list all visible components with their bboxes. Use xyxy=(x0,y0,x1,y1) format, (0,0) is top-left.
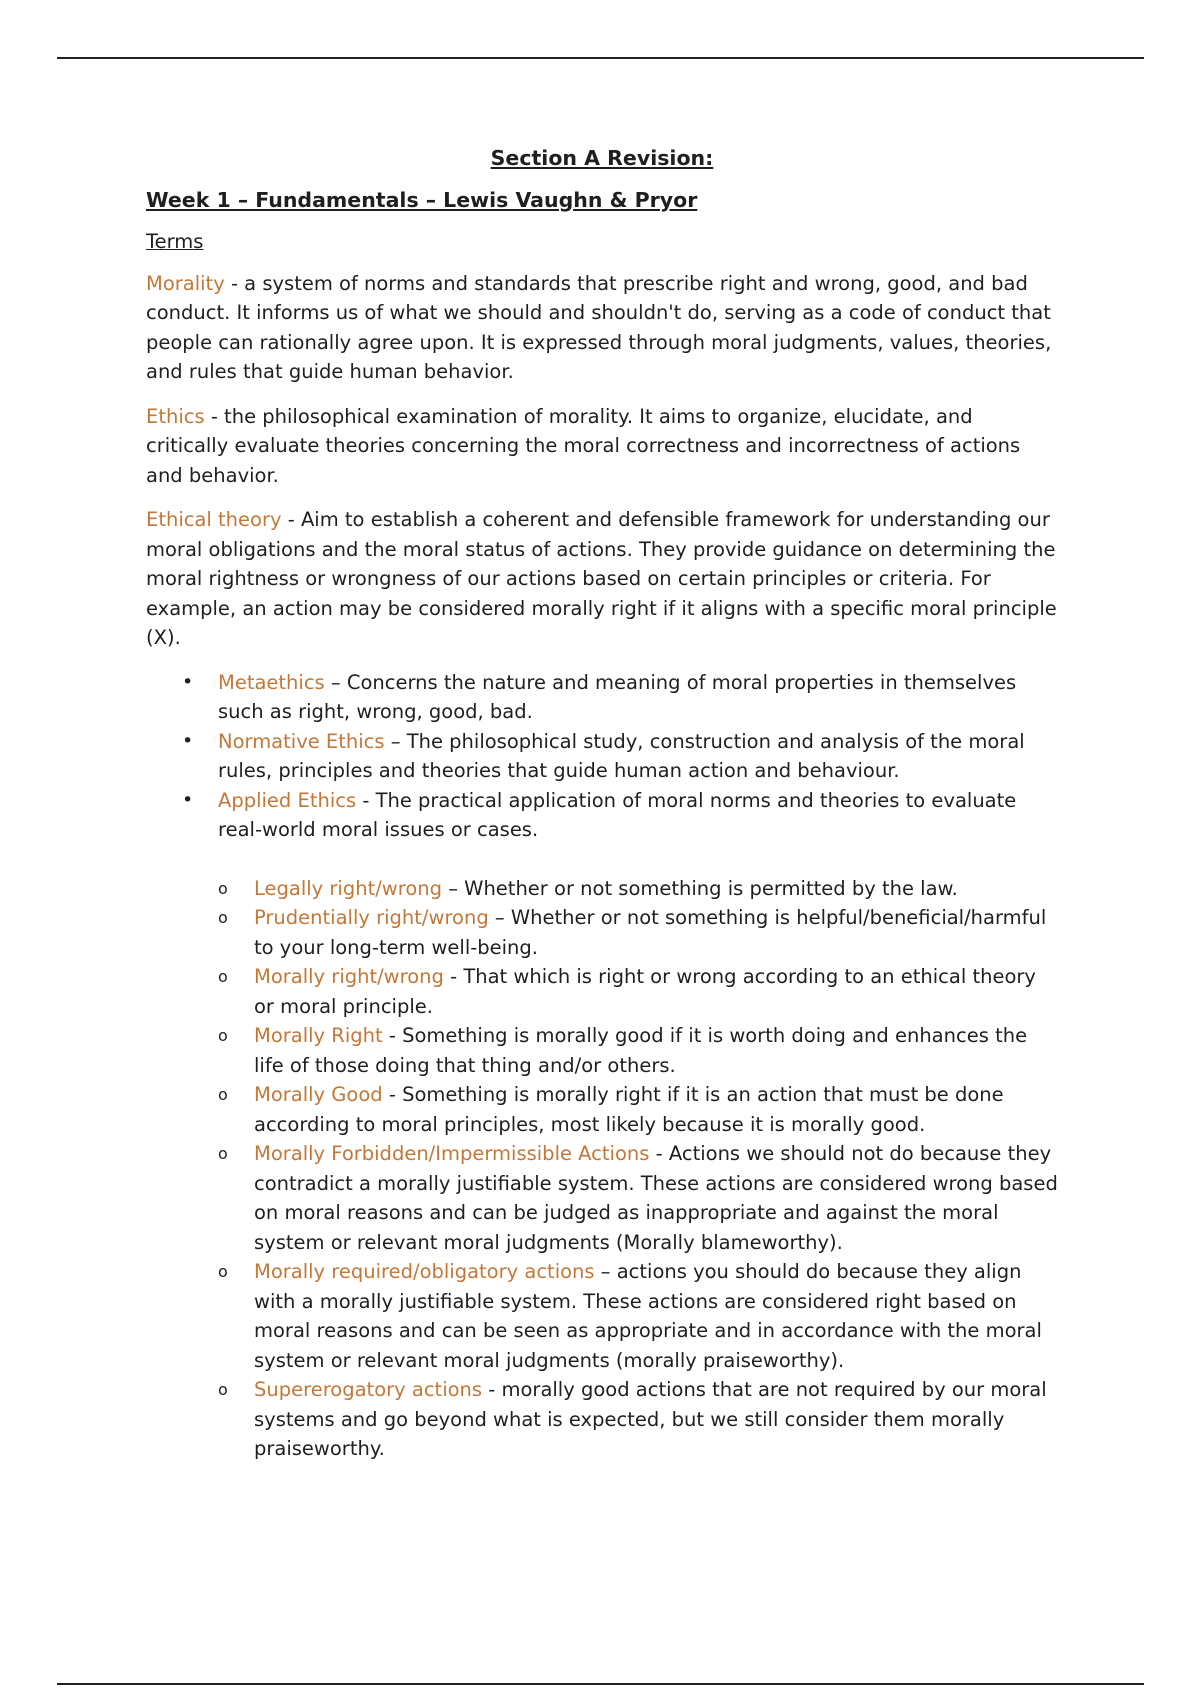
term-text: - Something is morally right if it is an action that must be done according to moral principles, most likely because it is morally good. xyxy=(254,1083,1004,1136)
definition-morality xyxy=(146,269,1058,387)
term-text: - a system of norms and standards that prescribe right and wrong, good, and bad conduct. It informs us of what we should and shouldn't do, serving as a code of conduct that people can rationally agree upon. It is expressed through moral judgments, values, theories, and rules that guide human behavior. xyxy=(146,271,1052,383)
circle-bullet-icon: o xyxy=(218,908,228,927)
term-label: Morally required/obligatory actions xyxy=(254,1260,595,1283)
circle-bullet-icon: o xyxy=(218,878,228,898)
term-text: – Whether or not something is permitted by the law. xyxy=(442,876,958,900)
term-label: Metaethics xyxy=(218,670,325,694)
terms-heading: Terms xyxy=(146,230,204,253)
bottom-rule xyxy=(57,1683,1144,1685)
list-item-morally-required xyxy=(146,1257,1058,1375)
term-label: Ethics xyxy=(146,404,205,428)
week-title: Week 1 – Fundamentals – Lewis Vaughn & Pryor xyxy=(146,187,698,212)
term-text: - That which is right or wrong according to an ethical theory or moral principle. xyxy=(254,965,1036,1018)
bullet-icon: • xyxy=(182,729,194,752)
list-item-morally-right-wrong xyxy=(146,962,1058,1021)
circle-bullet-icon: o xyxy=(218,1085,228,1104)
term-text: – Concerns the nature and meaning of moral properties in themselves such as right, wrong, good, bad. xyxy=(218,670,1017,723)
list-item-morally-right xyxy=(146,1021,1058,1080)
term-label: Prudentially right/wrong xyxy=(254,906,489,929)
term-label: Applied Ethics xyxy=(218,788,357,812)
term-text: - The practical application of moral norms and theories to evaluate real-world moral issues or cases. xyxy=(218,788,1017,841)
list-item-metaethics xyxy=(146,668,1058,727)
term-text: – The philosophical study, construction and analysis of the moral rules, principles and theories that guide human action and behaviour. xyxy=(218,729,1025,782)
list-item-morally-forbidden xyxy=(146,1139,1058,1257)
top-rule xyxy=(57,57,1144,59)
list-item-supererogatory xyxy=(146,1375,1058,1464)
bullet-icon: • xyxy=(182,788,194,811)
circle-bullet-icon: o xyxy=(218,1262,228,1281)
term-text: - Aim to establish a coherent and defensible framework for understanding our moral obligations and the moral status of actions. They provide guidance on determining the moral rightness or wrongness of our actions based on certain principles or criteria. For example, an action may be considered morally right if it aligns with a specific moral principle (X). xyxy=(146,508,1057,649)
term-label: Normative Ethics xyxy=(218,729,385,753)
list-item-normative-ethics xyxy=(146,727,1058,786)
term-text: - morally good actions that are not required by our moral systems and go beyond what is expected, but we still consider them morally praiseworthy. xyxy=(254,1378,1047,1460)
term-label: Morally right/wrong xyxy=(254,965,444,988)
term-label: Legally right/wrong xyxy=(254,876,443,900)
list-item-prudentially xyxy=(146,903,1058,962)
term-label: Morality xyxy=(146,271,225,295)
term-text: - Something is morally good if it is worth doing and enhances the life of those doing that thing and/or others. xyxy=(254,1024,1028,1077)
circle-bullet-icon: o xyxy=(218,967,228,986)
term-text: – Whether or not something is helpful/beneficial/harmful to your long-term well-being. xyxy=(254,906,1047,959)
list-item-legally xyxy=(146,874,1058,904)
bullet-icon: • xyxy=(182,670,194,693)
circle-bullet-icon: o xyxy=(218,1026,228,1045)
subterms-list xyxy=(146,874,1058,1464)
circle-bullet-icon: o xyxy=(218,1144,228,1163)
term-label: Ethical theory xyxy=(146,508,282,531)
list-item-applied-ethics xyxy=(146,786,1058,845)
term-label: Morally Good xyxy=(254,1083,383,1106)
term-label: Supererogatory actions xyxy=(254,1378,483,1401)
term-label: Morally Forbidden/Impermissible Actions xyxy=(254,1142,650,1165)
definition-ethical-theory xyxy=(146,505,1058,653)
document-content xyxy=(146,144,1058,1464)
branches-list xyxy=(146,668,1058,845)
list-item-morally-good xyxy=(146,1080,1058,1139)
section-title: Section A Revision: xyxy=(490,146,714,170)
term-label: Morally Right xyxy=(254,1024,383,1047)
term-text: - the philosophical examination of morality. It aims to organize, elucidate, and critically evaluate theories concerning the moral correctness and incorrectness of actions and behavior. xyxy=(146,404,1021,487)
definition-ethics xyxy=(146,402,1058,491)
term-text: - Actions we should not do because they contradict a morally justifiable system. These actions are considered wrong based on moral reasons and can be judged as inappropriate and against the moral system or relevant moral judgments (Morally blameworthy). xyxy=(254,1142,1058,1254)
circle-bullet-icon: o xyxy=(218,1380,228,1399)
term-text: – actions you should do because they align with a morally justifiable system. These actions are considered right based on moral reasons and can be seen as appropriate and in accordance with the moral system or relevant moral judgments (morally praiseworthy). xyxy=(254,1260,1042,1372)
